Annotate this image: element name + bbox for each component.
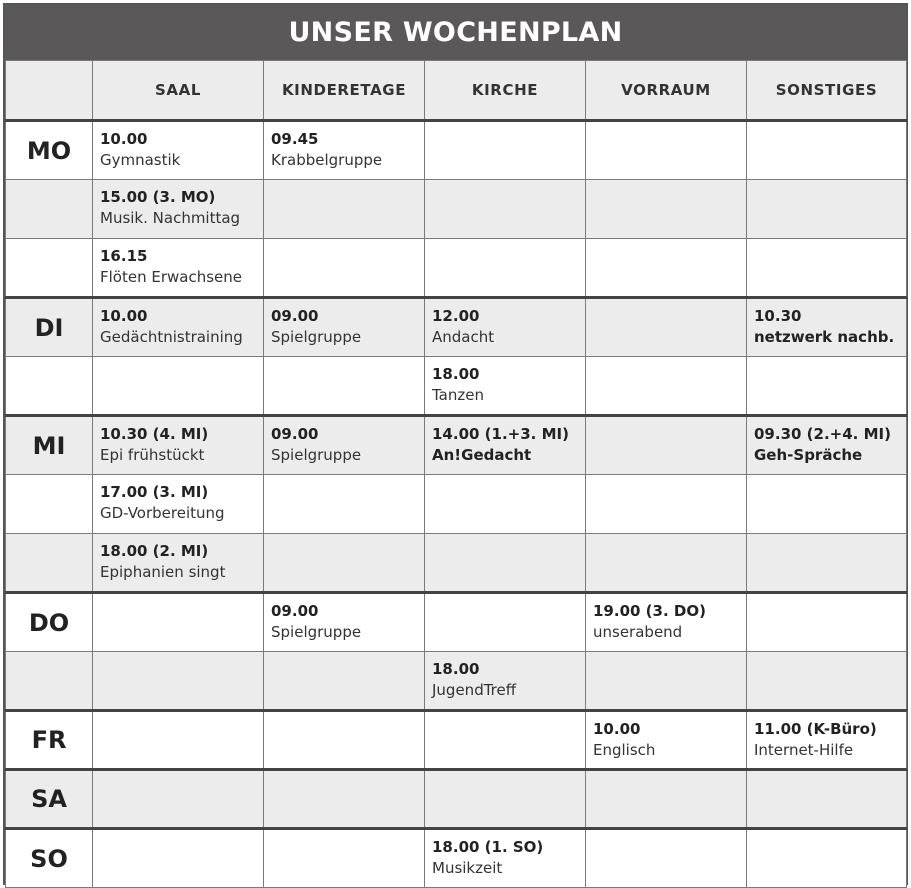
schedule-cell <box>93 593 264 652</box>
table-row <box>6 593 907 652</box>
schedule-cell <box>264 357 425 416</box>
day-label: DO <box>28 608 70 637</box>
schedule-cell <box>586 770 747 829</box>
day-label: FR <box>31 726 67 754</box>
schedule-cell <box>747 180 907 239</box>
schedule-cell <box>586 298 747 357</box>
day-label: MI <box>32 431 66 460</box>
event-label: Epi frühstückt <box>100 446 205 464</box>
schedule-cell <box>586 239 747 298</box>
column-header-saal: SAAL <box>93 61 264 121</box>
schedule-cell <box>747 298 907 357</box>
schedule-cell <box>747 829 907 888</box>
schedule-cell <box>425 357 586 416</box>
schedule-cell <box>264 416 425 475</box>
schedule-cell <box>93 239 264 298</box>
column-header-kinderetage: KINDERETAGE <box>264 61 425 121</box>
event-entry <box>747 299 906 348</box>
schedule-cell <box>93 652 264 711</box>
event-time: 12.00 <box>432 307 480 325</box>
schedule-cell <box>747 534 907 593</box>
event-label: Tanzen <box>432 386 484 404</box>
event-entry <box>425 357 585 406</box>
table-row <box>6 357 907 416</box>
schedule-cell <box>264 180 425 239</box>
event-time: 10.30 <box>754 307 802 325</box>
schedule-cell <box>93 416 264 475</box>
event-label: Musik. Nachmittag <box>100 209 241 227</box>
table-row <box>6 121 907 180</box>
event-label: netzwerk nachb. <box>754 328 895 346</box>
event-time: 15.00 (3. MO) <box>100 188 216 206</box>
event-entry <box>93 534 263 583</box>
table-row <box>6 475 907 534</box>
event-label: Internet-Hilfe <box>754 741 854 759</box>
event-entry <box>425 299 585 348</box>
schedule-cell <box>264 239 425 298</box>
schedule-cell <box>425 121 586 180</box>
event-time: 16.15 <box>100 247 148 265</box>
schedule-cell <box>425 829 586 888</box>
schedule-cell <box>586 180 747 239</box>
event-label: Andacht <box>432 328 495 346</box>
table-row <box>6 239 907 298</box>
day-cell <box>6 770 93 829</box>
schedule-cell <box>747 475 907 534</box>
column-header-kirche: KIRCHE <box>425 61 586 121</box>
day-cell <box>6 475 93 534</box>
schedule-cell <box>264 593 425 652</box>
schedule-cell <box>747 357 907 416</box>
event-label: Gedächtnistraining <box>100 328 243 346</box>
event-time: 19.00 (3. DO) <box>593 602 706 620</box>
event-label: JugendTreff <box>432 681 517 699</box>
schedule-cell <box>93 298 264 357</box>
event-time: 10.00 <box>100 130 148 148</box>
schedule-cell <box>93 357 264 416</box>
schedule-cell <box>747 239 907 298</box>
table-header-row <box>6 61 907 121</box>
event-entry <box>93 417 263 466</box>
event-entry <box>264 417 424 466</box>
event-time: 09.30 (2.+4. MI) <box>754 425 891 443</box>
table-row <box>6 711 907 770</box>
schedule-cell <box>586 829 747 888</box>
schedule-cell <box>425 652 586 711</box>
event-entry <box>93 122 263 171</box>
event-label: unserabend <box>593 623 683 641</box>
schedule-table <box>5 60 907 888</box>
day-cell <box>6 652 93 711</box>
day-cell <box>6 121 93 180</box>
event-time: 17.00 (3. MI) <box>100 483 209 501</box>
event-time: 18.00 <box>432 660 480 678</box>
schedule-cell <box>425 475 586 534</box>
schedule-cell <box>747 770 907 829</box>
schedule-cell <box>264 121 425 180</box>
event-time: 09.45 <box>271 130 319 148</box>
schedule-cell <box>747 416 907 475</box>
event-label: Spielgruppe <box>271 623 362 641</box>
day-cell <box>6 829 93 888</box>
day-cell <box>6 180 93 239</box>
event-entry <box>747 417 906 466</box>
column-header-vorraum: VORRAUM <box>586 61 747 121</box>
schedule-cell <box>747 652 907 711</box>
schedule-cell <box>93 770 264 829</box>
schedule-cell <box>425 711 586 770</box>
event-label: Epiphanien singt <box>100 563 226 581</box>
event-label: Flöten Erwachsene <box>100 268 242 286</box>
schedule-cell <box>586 534 747 593</box>
event-time: 18.00 <box>432 365 480 383</box>
day-label: SA <box>31 785 67 813</box>
schedule-cell <box>586 593 747 652</box>
schedule-cell <box>747 711 907 770</box>
schedule-cell <box>747 593 907 652</box>
schedule-cell <box>93 534 264 593</box>
schedule-cell <box>425 180 586 239</box>
schedule-cell <box>264 298 425 357</box>
table-row <box>6 770 907 829</box>
schedule-cell <box>93 121 264 180</box>
event-entry <box>264 122 424 171</box>
event-time: 18.00 (1. SO) <box>432 838 544 856</box>
event-label: Krabbelgruppe <box>271 151 383 169</box>
schedule-cell <box>586 475 747 534</box>
event-label: Spielgruppe <box>271 446 362 464</box>
schedule-cell <box>264 534 425 593</box>
plan-title: UNSER WOCHENPLAN <box>5 5 906 60</box>
event-time: 09.00 <box>271 307 319 325</box>
header-corner <box>6 61 93 121</box>
event-time: 09.00 <box>271 602 319 620</box>
schedule-cell <box>93 829 264 888</box>
event-entry <box>425 417 585 466</box>
day-cell <box>6 593 93 652</box>
table-row <box>6 534 907 593</box>
event-entry <box>425 830 585 879</box>
day-label: SO <box>30 844 68 873</box>
event-entry <box>93 239 263 288</box>
event-entry <box>264 299 424 348</box>
day-cell <box>6 239 93 298</box>
schedule-cell <box>586 711 747 770</box>
event-entry <box>586 594 746 643</box>
event-time: 10.00 <box>593 720 641 738</box>
table-row <box>6 298 907 357</box>
schedule-cell <box>586 121 747 180</box>
event-label: Musikzeit <box>432 859 503 877</box>
day-label: MO <box>26 136 72 165</box>
event-time: 14.00 (1.+3. MI) <box>432 425 569 443</box>
event-entry <box>93 180 263 229</box>
schedule-cell <box>93 475 264 534</box>
event-entry <box>747 712 906 761</box>
column-header-sonstiges: SONSTIGES <box>747 61 907 121</box>
schedule-cell <box>264 711 425 770</box>
schedule-cell <box>425 239 586 298</box>
day-cell <box>6 416 93 475</box>
schedule-cell <box>586 357 747 416</box>
event-time: 18.00 (2. MI) <box>100 542 209 560</box>
event-label: Gymnastik <box>100 151 181 169</box>
schedule-cell <box>425 770 586 829</box>
schedule-cell <box>264 652 425 711</box>
event-time: 10.00 <box>100 307 148 325</box>
event-label: GD-Vorbereitung <box>100 504 225 522</box>
schedule-cell <box>264 475 425 534</box>
table-row <box>6 180 907 239</box>
event-entry <box>425 652 585 701</box>
event-entry <box>93 475 263 524</box>
schedule-cell <box>425 298 586 357</box>
event-time: 09.00 <box>271 425 319 443</box>
day-cell <box>6 298 93 357</box>
event-label: Englisch <box>593 741 656 759</box>
event-label: Geh-Spräche <box>754 446 863 464</box>
day-label: DI <box>34 313 64 342</box>
schedule-cell <box>586 416 747 475</box>
schedule-cell <box>586 652 747 711</box>
event-time: 11.00 (K-Büro) <box>754 720 877 738</box>
table-row <box>6 829 907 888</box>
event-time: 10.30 (4. MI) <box>100 425 209 443</box>
schedule-cell <box>425 593 586 652</box>
weekly-plan <box>3 3 908 885</box>
event-entry <box>93 299 263 348</box>
table-row <box>6 416 907 475</box>
schedule-cell <box>747 121 907 180</box>
schedule-cell <box>425 416 586 475</box>
event-label: An!Gedacht <box>432 446 532 464</box>
day-cell <box>6 534 93 593</box>
day-cell <box>6 357 93 416</box>
event-entry <box>586 712 746 761</box>
schedule-cell <box>93 180 264 239</box>
schedule-cell <box>264 770 425 829</box>
day-cell <box>6 711 93 770</box>
event-label: Spielgruppe <box>271 328 362 346</box>
schedule-cell <box>93 711 264 770</box>
schedule-cell <box>425 534 586 593</box>
schedule-cell <box>264 829 425 888</box>
table-row <box>6 652 907 711</box>
event-entry <box>264 594 424 643</box>
